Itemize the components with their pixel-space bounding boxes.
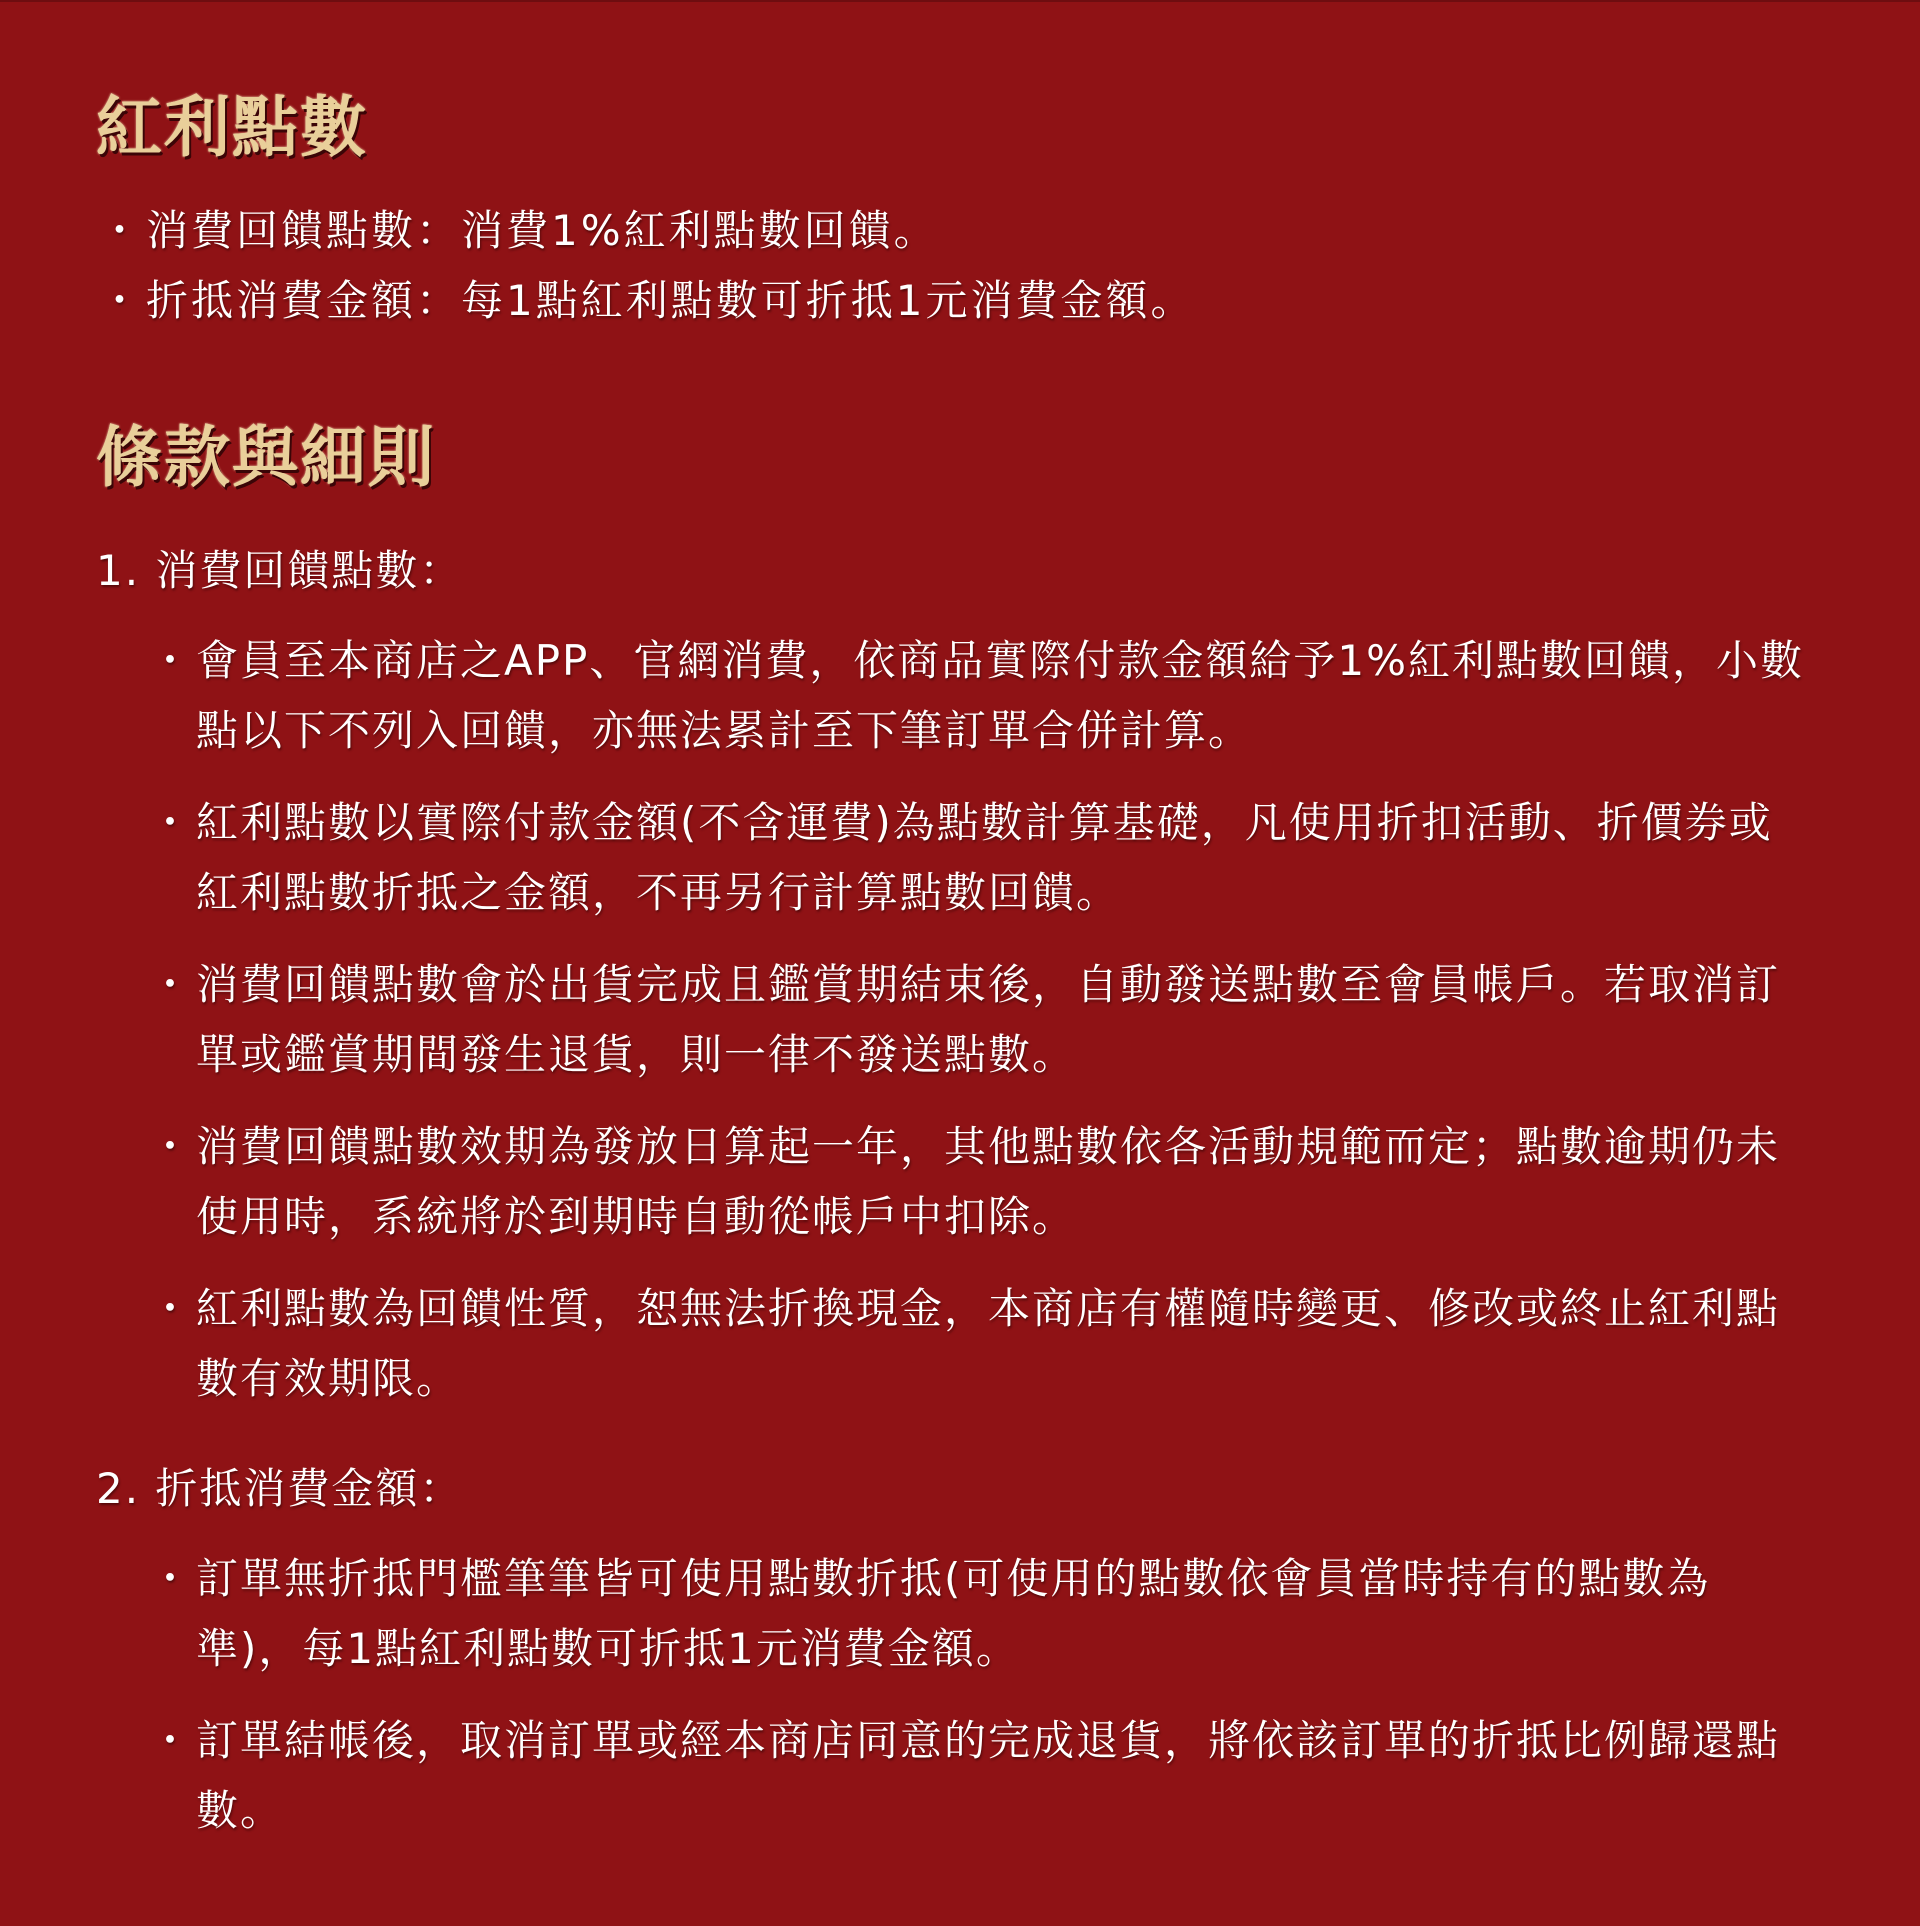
rule-text: 紅利點數以實際付款金額(不含運費)為點數計算基礎，凡使用折扣活動、折價券或紅利點數折抵之金額，不再另行計算點數回饋。: [196, 798, 1773, 917]
rule-text: 會員至本商店之APP、官網消費，依商品實際付款金額給予1%紅利點數回饋，小數點以下不列入回饋，亦無法累計至下筆訂單合併計算。: [196, 636, 1805, 755]
bullet-icon: ・: [148, 1554, 193, 1603]
list-item: [96, 266, 1824, 336]
list-item: [146, 950, 1824, 1090]
rule-text: 紅利點數為回饋性質，恕無法折換現金，本商店有權隨時變更、修改或終止紅利點數有效期限。: [196, 1284, 1781, 1403]
list-item: [146, 1544, 1824, 1684]
list-item: [146, 788, 1824, 928]
bullet-icon: ・: [148, 960, 193, 1009]
bullet-icon: ・: [148, 798, 193, 847]
section-title: 1. 消費回饋點數：: [96, 546, 464, 595]
bullet-icon: ・: [98, 276, 144, 325]
list-item: [146, 1274, 1824, 1414]
summary-text: 折抵消費金額：每1點紅利點數可折抵1元消費金額。: [146, 276, 1196, 325]
terms-section-redeem: [96, 1454, 1824, 1846]
top-divider: [0, 0, 1920, 2]
rules-list: [96, 1544, 1824, 1846]
rewards-heading: 紅利點數: [96, 88, 1824, 168]
terms-heading: 條款與細則: [96, 418, 1824, 498]
rule-text: 消費回饋點數效期為發放日算起一年，其他點數依各活動規範而定；點數逾期仍未使用時，系統將於到期時自動從帳戶中扣除。: [196, 1122, 1781, 1241]
list-item: [146, 626, 1824, 766]
bullet-icon: ・: [148, 1122, 193, 1171]
rules-list: [96, 626, 1824, 1414]
bullet-icon: ・: [148, 1716, 193, 1765]
terms-section-earn: [96, 536, 1824, 1414]
rule-text: 訂單無折抵門檻筆筆皆可使用點數折抵(可使用的點數依會員當時持有的點數為準)，每1點紅利點數可折抵1元消費金額。: [196, 1554, 1711, 1673]
bullet-icon: ・: [148, 636, 193, 685]
list-item: [146, 1706, 1824, 1846]
rule-text: 訂單結帳後，取消訂單或經本商店同意的完成退貨，將依該訂單的折抵比例歸還點數。: [196, 1716, 1781, 1835]
list-item: [96, 196, 1824, 266]
summary-text: 消費回饋點數：消費1%紅利點數回饋。: [146, 206, 939, 255]
rule-text: 消費回饋點數會於出貨完成且鑑賞期結束後，自動發送點數至會員帳戶。若取消訂單或鑑賞期間發生退貨，則一律不發送點數。: [196, 960, 1781, 1079]
bullet-icon: ・: [148, 1284, 193, 1333]
section-title: 2. 折抵消費金額：: [96, 1464, 464, 1513]
rewards-summary-list: [96, 196, 1824, 336]
list-item: [146, 1112, 1824, 1252]
bullet-icon: ・: [98, 206, 144, 255]
